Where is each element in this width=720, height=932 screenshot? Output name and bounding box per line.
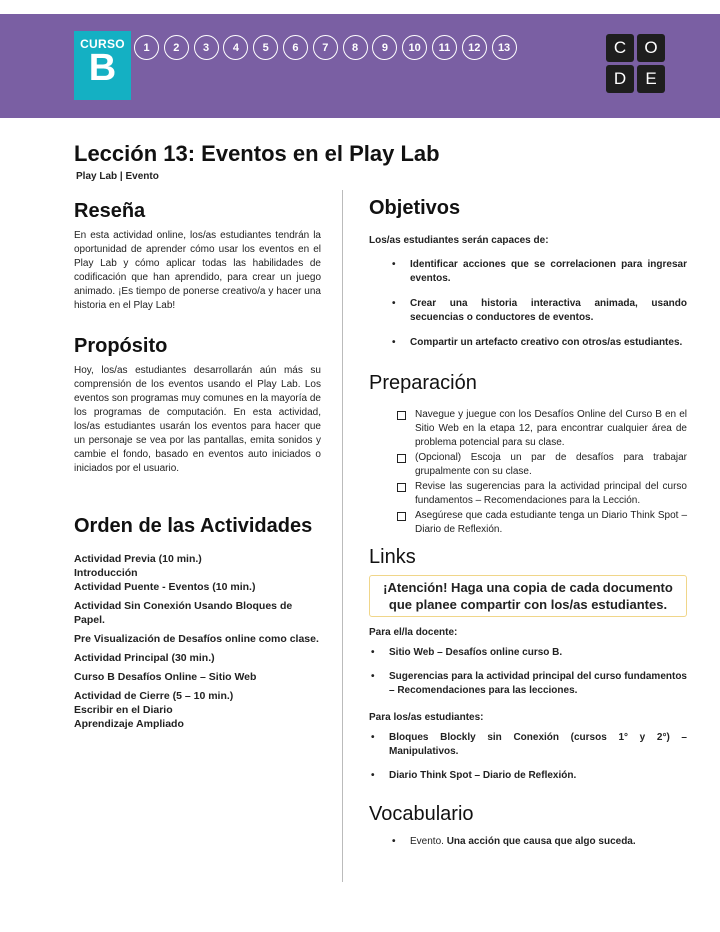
activity-group (74, 689, 321, 731)
course-letter: B (88, 47, 117, 89)
vocab-definition: Una acción que causa que algo suceda. (443, 836, 636, 847)
lesson-number-3: 3 (194, 35, 219, 60)
lesson-number-12: 12 (462, 35, 487, 60)
orden-heading: Orden de las Actividades (74, 515, 313, 537)
objetivos-heading: Objetivos (369, 197, 461, 219)
objetivo-item: • Identificar acciones que se correlacionen para ingresar eventos. (410, 258, 687, 286)
attention-note: ¡Atención! Haga una copia de cada documento que planee compartir con los/as estudiantes. (369, 575, 687, 617)
vocabulario-list (410, 835, 687, 849)
logo-letter: D (606, 65, 634, 93)
vocab-term: Evento. (410, 836, 444, 847)
objetivo-item: • Crear una historia interactiva animada, usando secuencias o conductores de eventos. (410, 297, 687, 325)
course-label: CURSO (80, 37, 125, 51)
student-links-list (389, 731, 687, 783)
teacher-label: Para el/la docente: (369, 627, 458, 638)
activity-group (74, 651, 321, 665)
code-logo (606, 34, 665, 93)
left-column (74, 200, 321, 736)
activity-line: Curso B Desafíos Online – Sitio Web (74, 671, 257, 683)
lesson-number-1: 1 (134, 35, 159, 60)
activity-line: Escribir en el Diario (74, 704, 173, 716)
student-link-item: • Diario Think Spot – Diario de Reflexión. (389, 769, 687, 783)
lesson-number-13: 13 (492, 35, 517, 60)
preparacion-item: (Opcional) Escoja un par de desafíos para trabajar grupalmente con su clase. (395, 451, 687, 479)
activity-group (74, 632, 321, 646)
activity-line: Aprendizaje Ampliado (74, 718, 184, 730)
activity-line: Actividad Puente - Eventos (10 min.) (74, 581, 256, 593)
teacher-link-item: • Sitio Web – Desafíos online curso B. (389, 646, 687, 660)
activity-line: Introducción (74, 567, 138, 579)
vocab-item (410, 835, 687, 849)
activity-line: Actividad Principal (30 min.) (74, 652, 215, 664)
lesson-number-11: 11 (432, 35, 457, 60)
activity-line: Actividad Sin Conexión Usando Bloques de Papel. (74, 600, 293, 626)
course-badge (74, 31, 131, 100)
links-heading: Links (369, 546, 416, 568)
activity-line: Actividad Previa (10 min.) (74, 553, 202, 565)
lesson-number-5: 5 (253, 35, 278, 60)
teacher-links-list (389, 646, 687, 698)
student-link-item: • Bloques Blockly sin Conexión (cursos 1° y 2°) – Manipulativos. (389, 731, 687, 759)
objetivo-item: • Compartir un artefacto creativo con otros/as estudiantes. (410, 336, 687, 350)
lesson-number-9: 9 (372, 35, 397, 60)
resena-text: En esta actividad online, los/as estudiantes tendrán la oportunidad de aprender cómo usar los eventos en el Play Lab y cómo aplicar todas las habilidades de codificación que han aprendido, para crear un juego animado. ¡Es tiempo de ponerse creativo/a y hacer una historia en el Play Lab! (74, 230, 321, 311)
preparacion-heading: Preparación (369, 372, 477, 394)
lesson-number-list (134, 35, 521, 60)
column-divider (342, 190, 343, 882)
activity-group (74, 552, 321, 594)
activity-line: Actividad de Cierre (5 – 10 min.) (74, 690, 234, 702)
proposito-heading: Propósito (74, 335, 168, 357)
lesson-title: Lección 13: Eventos en el Play Lab (74, 141, 440, 166)
objetivos-list (410, 258, 687, 350)
activity-group (74, 599, 321, 627)
preparacion-list (395, 408, 687, 537)
teacher-link-item: • Sugerencias para la actividad principal del curso fundamentos – Recomendaciones para las lecciones. (389, 670, 687, 698)
lesson-number-4: 4 (223, 35, 248, 60)
right-column (369, 197, 687, 849)
preparacion-item: Asegúrese que cada estudiante tenga un Diario Think Spot – Diario de Reflexión. (395, 509, 687, 537)
lesson-number-7: 7 (313, 35, 338, 60)
logo-letter: O (637, 34, 665, 62)
resena-heading: Reseña (74, 200, 146, 222)
student-label: Para los/as estudiantes: (369, 712, 484, 723)
lesson-number-2: 2 (164, 35, 189, 60)
lesson-number-8: 8 (343, 35, 368, 60)
lesson-number-6: 6 (283, 35, 308, 60)
objetivos-intro: Los/as estudiantes serán capaces de: (369, 235, 549, 246)
activity-line: Pre Visualización de Desafíos online como clase. (74, 633, 319, 645)
lesson-number-10: 10 (402, 35, 427, 60)
lesson-subtitle: Play Lab | Evento (76, 171, 159, 182)
proposito-text: Hoy, los/as estudiantes desarrollarán aún más su comprensión de los eventos usando el Play Lab. Los eventos son programas muy comunes en la mayoría de los programas de computación. En esta actividad, los/as estudiantes usarán los eventos para hacer que un personaje se vea por las pantallas, emita sonidos y cambie el fondo, basado en eventos auto iniciados o iniciados por el usuario. (74, 365, 321, 474)
activity-order-list (74, 552, 321, 731)
preparacion-item: Revise las sugerencias para la actividad principal del curso fundamentos – Recomendaciones para la Lección. (395, 480, 687, 508)
logo-letter: E (637, 65, 665, 93)
preparacion-item: Navegue y juegue con los Desafíos Online del Curso B en el Sitio Web en la etapa 12, para encontrar cualquier área de problema potencial para su clase. (395, 408, 687, 450)
logo-letter: C (606, 34, 634, 62)
activity-group (74, 670, 321, 684)
vocabulario-heading: Vocabulario (369, 803, 474, 825)
